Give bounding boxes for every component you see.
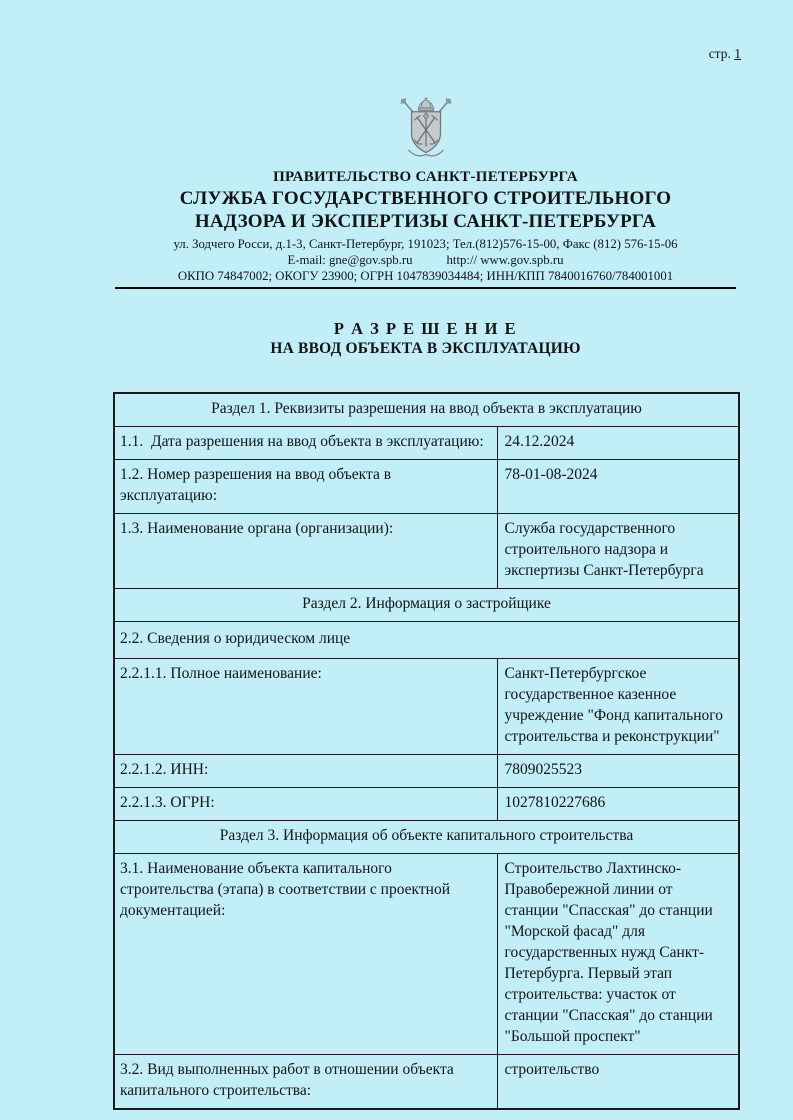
section-header-cell: Раздел 2. Информация о застройщике <box>114 589 739 622</box>
row-value-cell: 7809025523 <box>497 755 739 788</box>
document-title: Р А З Р Е Ш Е Н И Е <box>333 319 518 338</box>
row-value-cell: 24.12.2024 <box>497 427 739 460</box>
row-label-cell: 1.1. Дата разрешения на ввод объекта в эксплуатацию: <box>114 427 497 460</box>
row-label-cell: 1.3. Наименование органа (организации): <box>114 514 497 589</box>
table-row <box>114 854 739 1055</box>
letterhead-rule <box>115 287 736 289</box>
website-text: http:// www.gov.spb.ru <box>446 253 564 267</box>
org-name-line-2: НАДЗОРА И ЭКСПЕРТИЗЫ САНКТ-ПЕТЕРБУРГА <box>194 211 657 232</box>
page-number-value: 1 <box>734 46 741 61</box>
address-line: ул. Зодчего Росси, д.1-3, Санкт-Петербург, 191023; Тел.(812)576-15-00, Факс (812) 576-15-06 <box>173 237 678 251</box>
section-row <box>114 393 739 427</box>
contact-line <box>113 252 738 268</box>
row-value-cell: Служба государственного строительного надзора и экспертизы Санкт-Петербурга <box>497 514 739 589</box>
section-row <box>114 589 739 622</box>
row-label-cell: 2.2.1.2. ИНН: <box>114 755 497 788</box>
row-value-cell: строительство <box>497 1055 739 1110</box>
table-row <box>114 755 739 788</box>
email-text: E-mail: gne@gov.spb.ru <box>287 253 413 267</box>
table-row <box>114 659 739 755</box>
table-row <box>114 460 739 514</box>
table-row <box>114 622 739 659</box>
table-row <box>114 427 739 460</box>
document-content <box>113 0 738 1110</box>
row-label-cell: 3.1. Наименование объекта капитального строительства (этапа) в соответствии с проектной документацией: <box>114 854 497 1055</box>
org-name-line-1: СЛУЖБА ГОСУДАРСТВЕННОГО СТРОИТЕЛЬНОГО <box>179 188 672 209</box>
table-row <box>114 1055 739 1110</box>
row-value-cell: 78-01-08-2024 <box>497 460 739 514</box>
permit-table <box>113 392 740 1110</box>
table-row <box>114 514 739 589</box>
section-header-cell: Раздел 1. Реквизиты разрешения на ввод объекта в эксплуатацию <box>114 393 739 427</box>
row-value-cell: 1027810227686 <box>497 788 739 821</box>
section-header-cell: Раздел 3. Информация об объекте капитального строительства <box>114 821 739 854</box>
section-row <box>114 821 739 854</box>
full-width-cell: 2.2. Сведения о юридическом лице <box>114 622 739 659</box>
codes-line: ОКПО 74847002; ОКОГУ 23900; ОГРН 1047839034484; ИНН/КПП 7840016760/784001001 <box>177 269 674 283</box>
permit-table-body <box>114 393 739 1109</box>
row-label-cell: 2.2.1.3. ОГРН: <box>114 788 497 821</box>
row-label-cell: 3.2. Вид выполненных работ в отношении объекта капитального строительства: <box>114 1055 497 1110</box>
row-label-cell: 1.2. Номер разрешения на ввод объекта в эксплуатацию: <box>114 460 497 514</box>
page-number-label: стр. <box>708 46 731 61</box>
government-line: ПРАВИТЕЛЬСТВО САНКТ-ПЕТЕРБУРГА <box>273 169 578 185</box>
row-label-cell: 2.2.1.1. Полное наименование: <box>114 659 497 755</box>
spb-coat-of-arms-icon <box>394 96 458 162</box>
row-value-cell: Строительство Лахтинско-Правобережной линии от станции "Спасская" до станции "Морской фасад" для государственных нужд Санкт-Петербурга. Первый этап строительства: участок от станции "Спасская" до станции "Большой проспект" <box>497 854 739 1055</box>
document-subtitle: НА ВВОД ОБЪЕКТА В ЭКСПЛУАТАЦИЮ <box>270 340 581 357</box>
row-value-cell: Санкт-Петербургское государственное казенное учреждение "Фонд капитального строительства и реконструкции" <box>497 659 739 755</box>
table-row <box>114 788 739 821</box>
